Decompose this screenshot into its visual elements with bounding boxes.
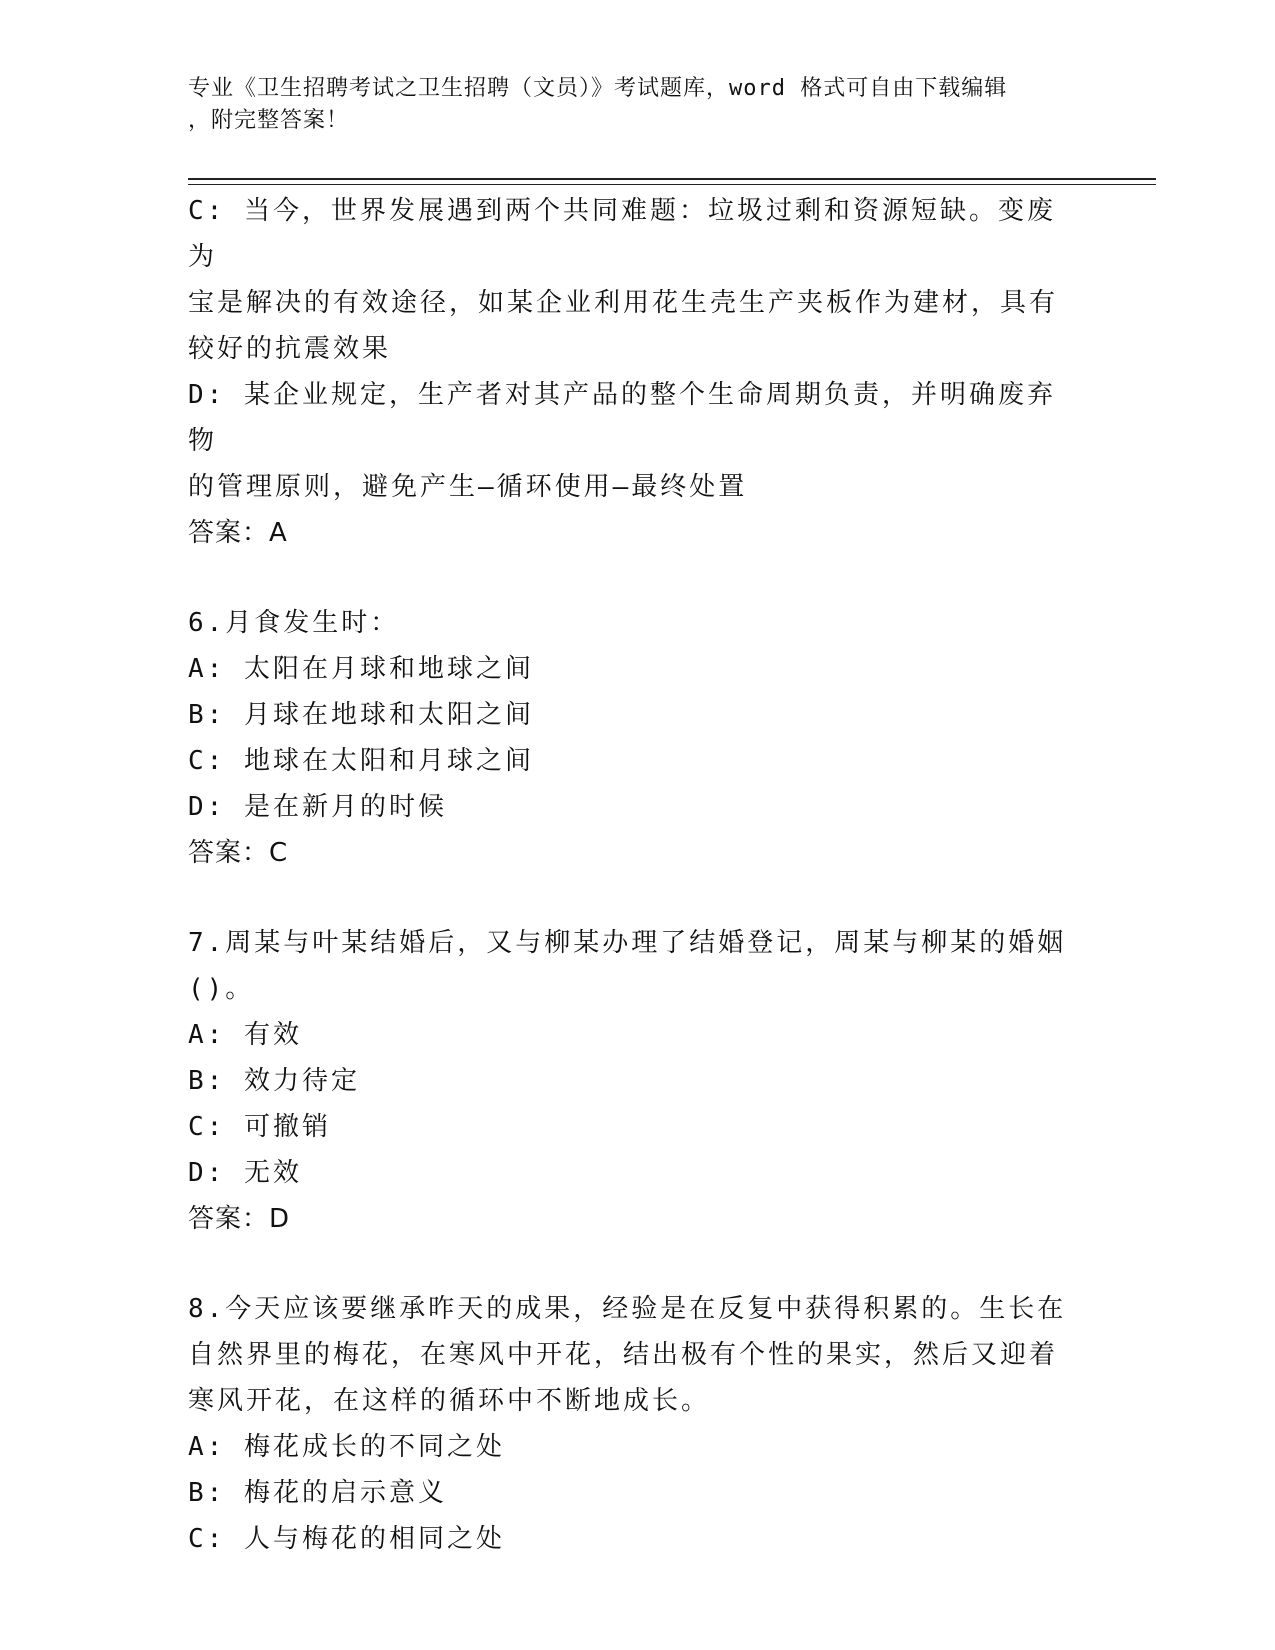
q6-answer: 答案：C [188, 838, 289, 868]
q5-option-c-line-2: 宝是解决的有效途径，如某企业利用花生壳生产夹板作为建材，具有 [188, 288, 1059, 318]
header-rule-thin [188, 184, 1156, 185]
q8-question-line-3: 寒风开花，在这样的循环中不断地成长。 [188, 1386, 711, 1416]
question-8-block [188, 1286, 1068, 1562]
question-5-block [188, 188, 1068, 556]
q7-option-a: A: 有效 [188, 1020, 302, 1050]
header-line-2: ，附完整答案！ [188, 108, 350, 133]
spacer [188, 876, 1068, 920]
q5-option-c-line-3: 较好的抗震效果 [188, 334, 392, 364]
spacer [188, 1242, 1068, 1286]
q6-question: 6.月食发生时： [188, 608, 400, 638]
q5-option-d-line-1: D: 某企业规定，生产者对其产品的整个生命周期负责，并明确废弃物 [188, 380, 1056, 456]
q8-option-b: B: 梅花的启示意义 [188, 1478, 447, 1508]
spacer [188, 556, 1068, 600]
q7-answer: 答案：D [188, 1204, 291, 1234]
q6-option-a: A: 太阳在月球和地球之间 [188, 654, 534, 684]
question-content [188, 188, 1068, 1562]
q5-option-d-line-2: 的管理原则，避免产生—循环使用—最终处置 [188, 472, 748, 502]
q7-option-c: C: 可撤销 [188, 1112, 331, 1142]
page-header [188, 73, 1068, 137]
q8-question-line-1: 8.今天应该要继承昨天的成果，经验是在反复中获得积累的。生长在 [188, 1294, 1067, 1324]
question-6-block [188, 600, 1068, 876]
q7-question-line-2: ()。 [188, 974, 255, 1004]
header-rule-thick [188, 178, 1156, 180]
q7-question-line-1: 7.周某与叶某结婚后，又与柳某办理了结婚登记，周某与柳某的婚姻 [188, 928, 1067, 958]
header-line-1: 专业《卫生招聘考试之卫生招聘（文员）》考试题库，word 格式可自由下载编辑 [188, 76, 1008, 101]
q8-option-c: C: 人与梅花的相同之处 [188, 1524, 505, 1554]
q7-option-d: D: 无效 [188, 1158, 302, 1188]
q6-option-b: B: 月球在地球和太阳之间 [188, 700, 534, 730]
question-7-block [188, 920, 1068, 1242]
q8-question-line-2: 自然界里的梅花，在寒风中开花，结出极有个性的果实，然后又迎着 [188, 1340, 1059, 1370]
q8-option-a: A: 梅花成长的不同之处 [188, 1432, 505, 1462]
q5-answer: 答案：A [188, 518, 288, 548]
q5-option-c-line-1: C: 当今，世界发展遇到两个共同难题：垃圾过剩和资源短缺。变废为 [188, 196, 1056, 272]
q6-option-d: D: 是在新月的时候 [188, 792, 447, 822]
q6-option-c: C: 地球在太阳和月球之间 [188, 746, 534, 776]
q7-option-b: B: 效力待定 [188, 1066, 360, 1096]
